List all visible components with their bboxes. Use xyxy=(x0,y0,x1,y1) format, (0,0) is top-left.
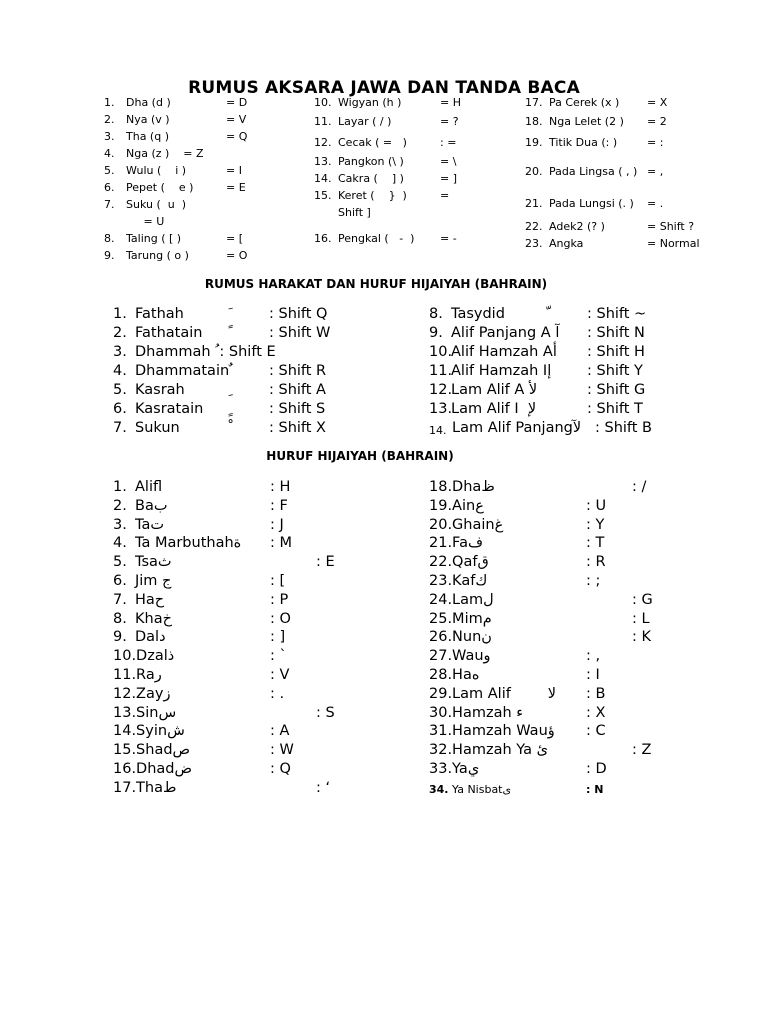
item-key: : , xyxy=(586,648,601,665)
jawa-item xyxy=(104,215,334,231)
item-number: 21. xyxy=(525,197,543,210)
hijaiyah-item xyxy=(113,611,413,630)
item-name: 10.Dzalذ xyxy=(113,648,175,665)
item-name: 12.Zayز xyxy=(113,685,171,702)
item-key: : O xyxy=(270,610,291,627)
item-key: = V xyxy=(226,113,247,126)
item-number: 19. xyxy=(525,136,543,149)
item-number: 8. xyxy=(429,306,443,322)
item-key: : X xyxy=(586,704,606,721)
hijaiyah-item xyxy=(429,761,729,780)
item-name: Khaخ xyxy=(135,610,172,627)
hijaiyah-item xyxy=(113,592,413,611)
jawa-item xyxy=(525,237,755,253)
item-key: : U xyxy=(586,497,607,514)
item-key: : A xyxy=(270,723,290,740)
item-number: 11. xyxy=(314,115,332,128)
item-key: : ‘ xyxy=(316,779,331,796)
item-name: Taت xyxy=(135,516,164,533)
jawa-item xyxy=(104,164,334,180)
jawa-item xyxy=(104,198,334,214)
item-key: = O xyxy=(226,249,248,262)
harakat-item xyxy=(113,382,413,401)
item-number: 5. xyxy=(113,382,127,398)
item-key: = Q xyxy=(226,130,248,143)
jawa-item xyxy=(314,172,544,188)
item-key: : Shift B xyxy=(595,420,653,436)
item-number: 3. xyxy=(113,516,127,533)
item-key: = [ xyxy=(226,232,244,245)
hijaiyah-item xyxy=(113,648,413,667)
item-key: : L xyxy=(632,610,650,627)
item-name: Lam Alif I لإ xyxy=(451,401,537,417)
item-key: : Shift Q xyxy=(269,306,328,322)
jawa-item xyxy=(104,232,334,248)
item-name: Haح xyxy=(135,591,165,608)
item-number: 11. xyxy=(429,363,453,379)
item-number: 9. xyxy=(429,325,443,341)
item-number: 16. xyxy=(314,232,332,245)
item-name: 30.Hamzah ء xyxy=(429,704,524,721)
item-number: 1. xyxy=(113,306,127,322)
hijaiyah-item xyxy=(429,573,729,592)
item-name: 23.Kafك xyxy=(429,573,488,589)
jawa-item xyxy=(525,136,755,152)
hijaiyah-item xyxy=(113,742,413,761)
item-name: 29.Lam Alif لا xyxy=(429,685,556,702)
jawa-item xyxy=(314,96,544,112)
jawa-item xyxy=(104,113,334,129)
jawa-item xyxy=(104,96,334,112)
hijaiyah-item xyxy=(113,535,413,554)
item-key: : K xyxy=(632,629,652,646)
item-name: Dhammah ُ: Shift E xyxy=(135,344,276,360)
item-number: 8. xyxy=(104,232,115,245)
item-name: 13.Sinس xyxy=(113,704,177,721)
item-number: 15. xyxy=(314,189,332,202)
item-name: Wulu ( i ) xyxy=(126,164,187,177)
item-name: 15.Shadص xyxy=(113,742,191,759)
item-key: : ] xyxy=(270,629,286,646)
hijaiyah-item xyxy=(429,783,729,802)
item-number: 9. xyxy=(104,249,115,262)
item-key: = X xyxy=(647,96,668,109)
item-name: Jim ج xyxy=(135,573,172,589)
item-key: : Shift G xyxy=(587,382,646,398)
item-number: 8. xyxy=(113,610,127,627)
harakat-item xyxy=(113,325,413,344)
item-key: : R xyxy=(586,554,606,571)
hijaiyah-item xyxy=(113,479,413,498)
item-key: = \ xyxy=(440,155,457,168)
item-name: 27.Wauو xyxy=(429,648,491,665)
item-name: = U xyxy=(126,215,165,228)
item-name: Alif Panjang A آ xyxy=(451,325,560,341)
item-key: : Y xyxy=(586,516,605,533)
hijaiyah-item xyxy=(429,667,729,686)
item-name: Alifl xyxy=(135,479,163,495)
item-key: : Shift N xyxy=(587,325,645,341)
item-key: : Shift A xyxy=(269,382,326,398)
item-key: : / xyxy=(632,479,647,495)
item-name: Kasratain xyxy=(135,401,204,417)
item-number: 1. xyxy=(104,96,115,109)
item-number: 2. xyxy=(104,113,115,126)
item-name: Cecak ( = ) xyxy=(338,136,407,149)
hijaiyah-item xyxy=(113,780,413,799)
item-number: 6. xyxy=(113,401,127,417)
item-key: : E xyxy=(316,554,335,571)
item-number: 22. xyxy=(525,220,543,233)
item-name: Nga Lelet (2 ) xyxy=(549,115,624,128)
item-key: : N xyxy=(586,782,604,796)
item-key: = : xyxy=(647,136,664,149)
item-key: = , xyxy=(647,165,664,178)
item-name: Pada Lungsi (. ) xyxy=(549,197,634,210)
item-number: 18. xyxy=(525,115,543,128)
hijaiyah-item xyxy=(429,611,729,630)
item-name: Layar ( / ) xyxy=(338,115,392,128)
jawa-item xyxy=(525,96,755,112)
hijaiyah-item xyxy=(113,573,413,592)
hijaiyah-item xyxy=(429,705,729,724)
item-number: 4. xyxy=(113,363,127,379)
item-number: 1. xyxy=(113,479,127,495)
item-number: 17. xyxy=(525,96,543,109)
harakat-item xyxy=(429,401,729,420)
hijaiyah-item xyxy=(429,554,729,573)
item-name: 18.Dhaظ xyxy=(429,479,495,495)
item-name: Dalد xyxy=(135,629,166,646)
item-key: = Shift ? xyxy=(647,220,695,233)
item-name: Nga (z ) = Z xyxy=(126,147,204,160)
jawa-item xyxy=(314,155,544,171)
item-key: : D xyxy=(586,761,607,777)
jawa-item xyxy=(314,206,544,222)
hijaiyah-item xyxy=(429,592,729,611)
item-number: 2. xyxy=(113,325,127,341)
item-number: 10. xyxy=(429,344,453,360)
item-number: 14. xyxy=(314,172,332,185)
jawa-item xyxy=(314,232,544,248)
jawa-item xyxy=(104,147,334,163)
item-name: 21.Faف xyxy=(429,535,483,552)
item-number: 12. xyxy=(429,382,453,398)
item-key: : Shift X xyxy=(269,420,326,436)
item-key: : Shift T xyxy=(587,401,643,417)
item-name: Pengkal ( - ) xyxy=(338,232,415,245)
item-number: 23. xyxy=(525,237,543,250)
item-key: : Shift S xyxy=(269,401,326,417)
item-name: 31.Hamzah Wauؤ xyxy=(429,723,555,740)
jawa-item xyxy=(314,189,544,205)
hijaiyah-item xyxy=(429,517,729,536)
item-key: : G xyxy=(632,591,653,608)
jawa-item xyxy=(314,115,544,131)
item-name: Dhammatain xyxy=(135,363,230,379)
item-name: Dha (d ) xyxy=(126,96,171,109)
item-name: Nya (v ) xyxy=(126,113,170,126)
hijaiyah-item xyxy=(429,479,729,498)
hijaiyah-item xyxy=(429,742,729,761)
hijaiyah-item xyxy=(113,761,413,780)
item-number: 10. xyxy=(314,96,332,109)
jawa-item xyxy=(525,197,755,213)
item-number: 9. xyxy=(113,629,127,646)
item-key: = E xyxy=(226,181,246,194)
item-number: 3. xyxy=(113,344,127,360)
item-key: : Q xyxy=(270,761,291,777)
harakat-item xyxy=(429,382,729,401)
jawa-item xyxy=(104,249,334,265)
item-name: Taling ( [ ) xyxy=(126,232,182,245)
hijaiyah-item xyxy=(113,629,413,648)
item-number: 7. xyxy=(113,420,127,436)
item-name: 28.Haه xyxy=(429,667,480,683)
item-name: 22.Qafق xyxy=(429,554,489,571)
hijaiyah-item xyxy=(113,498,413,517)
item-name: Angka xyxy=(549,237,584,250)
item-key: : [ xyxy=(270,573,286,589)
item-name: 25.Mimم xyxy=(429,610,492,627)
item-name: Kasrah xyxy=(135,382,185,398)
jawa-item xyxy=(104,181,334,197)
jawa-item xyxy=(525,165,755,181)
harakat-section-title: RUMUS HARAKAT DAN HURUF HIJAIYAH (BAHRAIN) xyxy=(204,277,548,291)
item-key: : F xyxy=(270,497,288,514)
item-name: Wigyan (h ) xyxy=(338,96,402,109)
item-name: 32.Hamzah Ya ئ xyxy=(429,742,548,759)
page-title: RUMUS AKSARA JAWA DAN TANDA BACA xyxy=(188,78,580,98)
item-name: Ta Marbuthahة xyxy=(135,535,242,552)
item-number: 20. xyxy=(525,165,543,178)
item-number: 7. xyxy=(113,591,127,608)
item-key: : Z xyxy=(632,742,652,759)
item-number: 4. xyxy=(104,147,115,160)
item-key: = Normal xyxy=(647,237,700,250)
hijaiyah-item xyxy=(429,723,729,742)
item-name: Tasydid xyxy=(451,306,505,322)
item-number: 12. xyxy=(314,136,332,149)
harakat-item xyxy=(113,420,413,439)
item-number: 6. xyxy=(113,573,127,589)
item-key: : ; xyxy=(586,573,601,589)
item-name: Pepet ( e ) xyxy=(126,181,194,194)
item-name: Adek2 (? ) xyxy=(549,220,605,233)
item-key: : Shift W xyxy=(269,325,331,341)
item-name: 16.Dhadض xyxy=(113,761,193,777)
item-name: Pada Lingsa ( , ) xyxy=(549,165,638,178)
item-key: : Shift R xyxy=(269,363,327,379)
item-name: Titik Dua (: ) xyxy=(549,136,618,149)
item-number: 4. xyxy=(113,535,127,552)
item-key: = xyxy=(440,189,450,202)
item-name: Tarung ( o ) xyxy=(126,249,189,262)
item-key: = - xyxy=(440,232,457,245)
hijaiyah-item xyxy=(113,517,413,536)
harakat-item xyxy=(429,344,729,363)
item-key: = . xyxy=(647,197,664,210)
item-number: 7. xyxy=(104,198,115,211)
harakat-item xyxy=(429,420,729,439)
item-key: : I xyxy=(586,667,600,683)
item-name: Alif Hamzah Aأ xyxy=(451,344,557,360)
harakat-item xyxy=(113,401,413,420)
item-number: 14. xyxy=(429,424,447,437)
item-name: Fathah xyxy=(135,306,184,322)
item-name: Keret ( } ) xyxy=(338,189,407,202)
item-name: Shift ] xyxy=(338,206,371,219)
item-key: : V xyxy=(270,667,290,683)
hijaiyah-item xyxy=(113,686,413,705)
harakat-item xyxy=(429,325,729,344)
item-name: Baب xyxy=(135,497,168,514)
item-key: : M xyxy=(270,535,293,552)
item-name: Sukun xyxy=(135,420,180,436)
item-name: 26.Nunن xyxy=(429,629,492,646)
item-name: 17.Thaط xyxy=(113,779,177,796)
harakat-item xyxy=(429,306,729,325)
jawa-item xyxy=(525,220,755,236)
item-name: Tsaث xyxy=(135,554,172,571)
item-number: 3. xyxy=(104,130,115,143)
item-number: 13. xyxy=(429,401,453,417)
harakat-item xyxy=(429,363,729,382)
item-name: 11.Raر xyxy=(113,667,162,683)
item-name: 33.Yaي xyxy=(429,761,480,777)
hijaiyah-section-title: HURUF HIJAIYAH (BAHRAIN) xyxy=(266,449,454,463)
item-key: : S xyxy=(316,704,335,721)
item-name: Pa Cerek (x ) xyxy=(549,96,620,109)
item-key: : = xyxy=(440,136,457,149)
item-key: = ? xyxy=(440,115,459,128)
harakat-item xyxy=(113,363,413,382)
harakat-item xyxy=(113,344,413,363)
item-key: : ` xyxy=(270,648,287,665)
jawa-item xyxy=(314,136,544,152)
jawa-item xyxy=(525,115,755,131)
item-number: 5. xyxy=(113,554,127,571)
item-key: = H xyxy=(440,96,461,109)
hijaiyah-item xyxy=(113,554,413,573)
item-key: : P xyxy=(270,591,289,608)
hijaiyah-item xyxy=(429,535,729,554)
item-key: : Shift H xyxy=(587,344,645,360)
item-key: : . xyxy=(270,685,285,702)
item-key: : C xyxy=(586,723,606,740)
item-name: Fathatain xyxy=(135,325,203,341)
item-name: Pangkon (\ ) xyxy=(338,155,404,168)
item-key: = I xyxy=(226,164,242,177)
item-name: 19.Ainع xyxy=(429,497,484,514)
hijaiyah-item xyxy=(429,629,729,648)
jawa-item xyxy=(104,130,334,146)
item-key: : J xyxy=(270,516,284,533)
item-key: = 2 xyxy=(647,115,667,128)
hijaiyah-item xyxy=(429,686,729,705)
item-number: 5. xyxy=(104,164,115,177)
item-key: : Shift ~ xyxy=(587,306,647,322)
item-number: 34. xyxy=(429,782,449,796)
item-key: : B xyxy=(586,685,606,702)
hijaiyah-item xyxy=(429,498,729,517)
item-number: 6. xyxy=(104,181,115,194)
item-name: Suku ( u ) xyxy=(126,198,186,211)
item-name: Cakra ( ] ) xyxy=(338,172,404,185)
item-key: = ] xyxy=(440,172,458,185)
item-name: 14.Syinش xyxy=(113,723,185,740)
item-number: 13. xyxy=(314,155,332,168)
item-key: : H xyxy=(270,479,291,495)
item-key: : W xyxy=(270,742,294,759)
item-key: : Shift Y xyxy=(587,363,643,379)
item-name: Lam Alif A لأ xyxy=(451,382,538,398)
item-key: = D xyxy=(226,96,248,109)
item-name: Tha (q ) xyxy=(126,130,169,143)
hijaiyah-item xyxy=(429,648,729,667)
hijaiyah-item xyxy=(113,705,413,724)
hijaiyah-item xyxy=(113,667,413,686)
hijaiyah-item xyxy=(113,723,413,742)
item-name: Alif Hamzah Iإ xyxy=(451,363,552,379)
item-name: 20.Ghainغ xyxy=(429,516,504,533)
item-name: Lam Alif Panjangلآ xyxy=(452,420,582,436)
harakat-item xyxy=(113,306,413,325)
item-number: 2. xyxy=(113,497,127,514)
item-name: Ya Nisbatى xyxy=(452,782,512,796)
item-name: 24.Lamل xyxy=(429,591,494,608)
item-key: : T xyxy=(586,535,605,552)
